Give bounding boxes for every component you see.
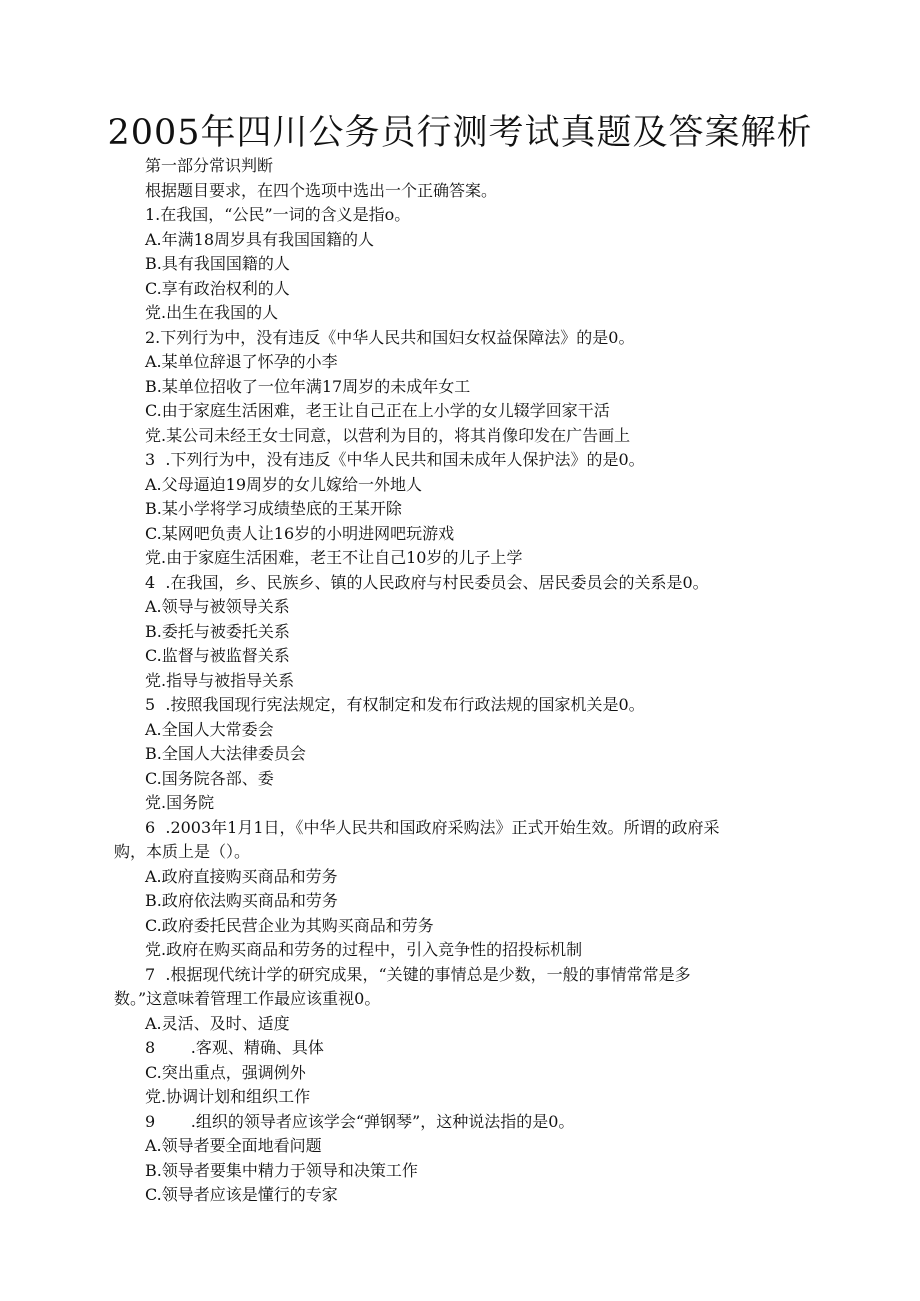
paragraph-continuation-line: 购，本质上是（）。 — [114, 842, 251, 861]
text-line: A.政府直接购买商品和劳务 — [145, 866, 338, 886]
document-body — [114, 154, 805, 1208]
paragraph-continuation-line: 数。”这意味着管理工作最应该重视0。 — [114, 989, 381, 1008]
text-line: 第一部分常识判断 — [145, 156, 274, 175]
text-line: 党.协调计划和组织工作 — [145, 1087, 311, 1106]
text-line: B.全国人大法律委员会 — [145, 744, 306, 763]
text-line: C.突出重点，强调例外 — [145, 1062, 306, 1082]
text-line: 党.指导与被指导关系 — [145, 670, 295, 690]
text-line: 3 .下列行为中，没有违反《中华人民共和国未成年人保护法》的是0。 — [145, 450, 645, 469]
text-line: A.父母逼迫19周岁的女儿嫁给一外地人 — [145, 474, 423, 494]
text-line: 党.由于家庭生活困难，老王不让自己10岁的儿子上学 — [145, 548, 523, 567]
text-line: B.政府依法购买商品和劳务 — [145, 891, 338, 910]
text-line: 2.下列行为中，没有违反《中华人民共和国妇女权益保障法》的是0。 — [145, 327, 635, 347]
text-line: B.某单位招收了一位年满17周岁的未成年女工 — [145, 376, 471, 396]
text-line: 5 .按照我国现行宪法规定，有权制定和发布行政法规的国家机关是0。 — [145, 695, 645, 714]
text-line: A.年满18周岁具有我国国籍的人 — [145, 229, 375, 249]
text-line: 1.在我国，“公民”一词的含义是指o。 — [145, 205, 411, 224]
text-line: 7 .根据现代统计学的研究成果，“关键的事情总是少数，一般的事情常常是多 — [145, 964, 691, 984]
text-line: 党.政府在购买商品和劳务的过程中，引入竞争性的招投标机制 — [145, 940, 583, 959]
text-line: 9 .组织的领导者应该学会“弹钢琴”，这种说法指的是0。 — [145, 1111, 575, 1131]
text-line: 根据题目要求，在四个选项中选出一个正确答案。 — [145, 180, 498, 200]
document-title: 2005年四川公务员行测考试真题及答案解析 — [107, 113, 813, 153]
text-line: A.某单位辞退了怀孕的小李 — [145, 352, 338, 371]
text-line: 6 .2003年1月1日，《中华人民共和国政府采购法》正式开始生效。所谓的政府采 — [145, 817, 720, 837]
text-line: C.政府委托民营企业为其购买商品和劳务 — [145, 915, 434, 935]
text-line: 党.出生在我国的人 — [145, 303, 279, 322]
text-line: B.具有我国国籍的人 — [145, 254, 290, 273]
text-line: A.灵活、及时、适度 — [145, 1013, 290, 1033]
text-line: C.由于家庭生活困难，老王让自己正在上小学的女儿辍学回家干活 — [145, 401, 610, 420]
text-line: C.国务院各部、委 — [145, 768, 274, 788]
text-line: A.领导者要全面地看问题 — [145, 1136, 322, 1155]
text-line: 党.国务院 — [145, 793, 215, 812]
text-line: C.享有政治权利的人 — [145, 278, 290, 298]
text-line: B.委托与被委托关系 — [145, 621, 290, 641]
text-line: 4 .在我国，乡、民族乡、镇的人民政府与村民委员会、居民委员会的关系是0。 — [145, 572, 709, 592]
text-line: 8 .客观、精确、具体 — [145, 1038, 324, 1057]
text-line: 党.某公司未经王女士同意，以营利为目的，将其肖像印发在广告画上 — [145, 425, 631, 445]
text-line: C.监督与被监督关系 — [145, 646, 290, 665]
text-line: C.某网吧负责人让16岁的小明进网吧玩游戏 — [145, 523, 455, 543]
text-line: A.领导与被领导关系 — [145, 597, 290, 616]
text-line: B.某小学将学习成绩垫底的王某开除 — [145, 499, 402, 518]
text-line: A.全国人大常委会 — [145, 719, 274, 739]
text-line: B.领导者要集中精力于领导和决策工作 — [145, 1160, 418, 1180]
text-line: C.领导者应该是懂行的专家 — [145, 1185, 338, 1204]
